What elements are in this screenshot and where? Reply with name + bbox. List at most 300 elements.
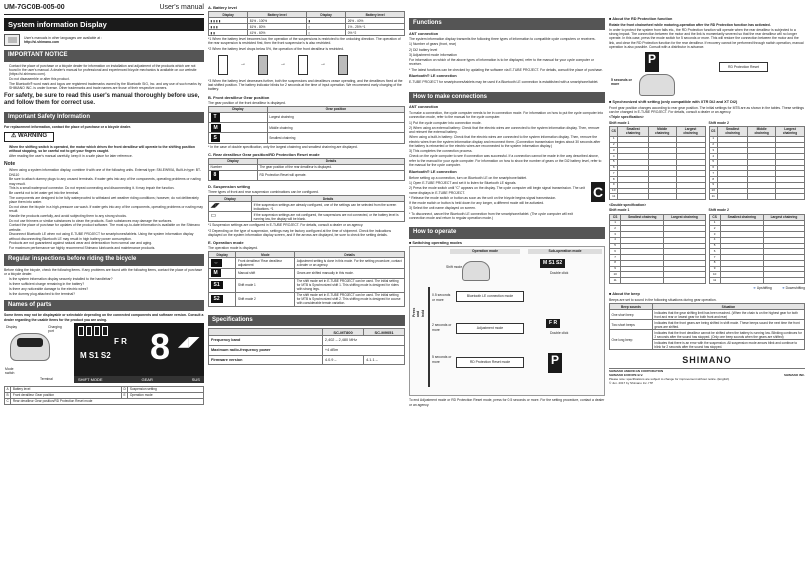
functions-ant-latest: * The latest functions can be checked by updating the software via E-TUBE PROJECT. For details, consult the place of purchase. — [409, 67, 603, 72]
functions-ant-more: For information on which of the above types of information is to be displayed, refer to the manual for your cycle computer or receiver. — [409, 58, 594, 67]
table-row — [209, 355, 405, 365]
front-gear-note: * In the case of double specification, only the largest chainring and smallest chainring are displayed. — [208, 144, 358, 149]
sync-shift-title: ■ Synchronized shift setting (only compatible with XTR Di2 and XT Di2) — [609, 100, 738, 105]
front-gear-desc: The gear position of the front derailleur is displayed. — [208, 100, 286, 105]
cs-cell: 3 — [709, 232, 720, 238]
table-row — [209, 258, 405, 268]
rd-mode-box: RD Protection Reset mode — [456, 357, 524, 367]
table-cell: Gears are shifted manually in this mode. — [295, 268, 405, 278]
table-row — [209, 278, 405, 292]
table-cell: Front derailleur/ Rear derailleur adjustment — [236, 258, 295, 268]
table-cell: Indicates that the front gears are being shifted in shift mode. These beeps sound the next time the front gears are shifted. — [652, 320, 804, 330]
grid-cell — [748, 194, 776, 200]
names-note: Some items may not be displayable or selectable depending on the connected components and software version. Consult a dealer regarding the usable items for the product you are using. — [4, 313, 204, 322]
rd-digit-icon: 8 — [211, 171, 220, 179]
adjust-icon: ⇔ — [211, 259, 222, 267]
grid-cell — [676, 194, 705, 200]
table-cell: Adjustment setting is done in this mode. For the setting procedure, contact a dealer or an agency. — [295, 258, 405, 268]
warning-box — [4, 132, 54, 142]
cs-cell: 7 — [610, 171, 618, 177]
cs-cell: 3 — [709, 148, 717, 154]
table-row — [209, 268, 405, 278]
list-item: • When the shifting switch is operated, the motor which drives the front derailleur will operate to the shifting position without stopping, so be careful not to get your fingers caught. — [9, 145, 204, 154]
table-row — [209, 292, 405, 306]
p-glyph: P — [548, 353, 562, 373]
cs-cell: 2 — [610, 226, 621, 232]
connections-ble-title: Bluetooth® LE connection — [409, 170, 457, 175]
double-label: <Double specification> — [609, 203, 647, 208]
sync-table-triple-1 — [609, 126, 706, 200]
list-item: • Do not clean the bicycle in a high-pressure car wash. If water gets into any of the components, operating problems or rusting may result. — [9, 205, 204, 214]
table-cell: Maximum radio-frequency power — [209, 345, 323, 355]
cs-cell: 7 — [709, 255, 720, 261]
sync-table-double-1 — [609, 214, 706, 284]
table-row — [610, 194, 706, 200]
table-row — [610, 310, 805, 320]
page-title: System information Display — [4, 18, 204, 31]
table-header: CS — [610, 126, 618, 136]
table-cell: Shift mode 2 — [236, 292, 295, 306]
table-row — [209, 202, 405, 212]
shift-mode-2-label: Shift mode 2 — [708, 120, 729, 125]
rear-gear-table — [208, 158, 405, 181]
column-2 — [208, 0, 405, 569]
suspension-table — [208, 195, 405, 222]
cs-cell: 2 — [709, 226, 720, 232]
suspension-note-text: Depending on the type of suspension, settings may be factory configured at the time of shipment. Check the indications displayed on the system information display screen, and if the arrows are displayed, be sure to check the setting details. — [208, 228, 392, 237]
list-item: • Do not use thinners or similar substances to clean the products. Such substances may damage the surfaces. — [9, 219, 204, 223]
cs-cell: 10 — [709, 188, 717, 194]
battery-bars — [78, 326, 108, 336]
connections-title: How to make connections — [409, 92, 605, 104]
list-item: • Handle the products carefully, and avoid subjecting them to any strong shocks. — [9, 214, 204, 218]
cs-cell: 6 — [709, 249, 720, 255]
operation-mode-table — [208, 251, 405, 307]
connections-ant-step: When using a built-in battery: Check that the electric wires are connected to the system information display. Then, remove the electric wires from the system information display and reconnect them. (Connection transmission begins about 30 seconds after the battery is reinserted or the electric wires are reconnected to the system information display.) — [409, 135, 601, 148]
cs-cell: 2 — [709, 142, 717, 148]
time-5s: 5 seconds or more — [432, 355, 452, 364]
inspections-intro: Before riding the bicycle, check the following items. If any problems are found with the following items, contact the place of purchase or a bicycle dealer. — [4, 267, 203, 276]
legend-text: Front derailleur Gear position — [11, 392, 122, 398]
mode-switch-label: Mode switch — [5, 366, 15, 375]
s2-icon: S2 — [211, 295, 223, 303]
table-cell: 26% - 40% — [346, 18, 405, 24]
connections-ant-step: 3) This completes the connection process. — [409, 149, 473, 154]
list-item: • Be sure to attach dummy plugs to any unused terminals. If water gets into any of the components, operating problems or rusting may result. — [9, 177, 204, 186]
s-icon: S — [211, 134, 220, 142]
operate-sub: ■ Switching operating modes — [409, 240, 462, 245]
doc-type: User's manual — [159, 4, 204, 11]
names-of-parts-title: Names of parts — [4, 300, 204, 312]
note-list — [9, 168, 204, 250]
table-row — [709, 194, 805, 200]
list-item: • Products are not guaranteed against natural wear and deterioration from normal use and aging. — [9, 241, 204, 245]
table-header: Largest chainring — [763, 214, 804, 220]
functions-ble-title: Bluetooth® LE connection — [409, 73, 457, 78]
sync-shift-desc: Front gear position changes according to rear gear position. The initial settings for MTB are as shown in the tables. These settings can be changed in E-TUBE PROJECT. For details, consult a dealer or an agency. — [609, 105, 804, 115]
table-header: Display — [209, 106, 268, 112]
cs-cell: 4 — [610, 154, 618, 160]
connections-ant-step: 1) Put the cycle computer into connection mode. — [409, 120, 482, 125]
list-item: • The components are designed to be fully waterproofed to withstand wet weather riding conditions; however, do not deliberately place them into water. — [9, 196, 204, 205]
manual-icon: M — [211, 269, 221, 277]
rd-protection-title: ■ About the RD Protection function — [609, 17, 673, 21]
rd-protection-desc: In order to protect the system from falls etc., the RD Protection function will operate when the rear derailleur is subjected to a strong impact. The connection between the motor and the link is momentarily severed so that the rear derailleur will no longer operate. In this case, press the mode switch for 5 seconds or more. This will restore the connection between the motor and the link, and clear the RD Protection function for the rear derailleur. If recovery cannot be performed through switch operation, manual operation is also possible. Consult with a distributor in advance. — [609, 27, 804, 49]
legend-text: Suspension setting — [128, 386, 204, 392]
grid-cell — [717, 194, 747, 200]
suspension-note-1: *1 Suspension settings are configured in E-TUBE PROJECT. For details, consult a dealer or an agency. — [208, 223, 364, 228]
list-item: • Do not disassemble or alter this product. — [9, 77, 204, 81]
cs-cell: 9 — [610, 182, 618, 188]
grid-cell — [720, 278, 763, 284]
cs-cell: 4 — [709, 237, 720, 243]
cs-cell: 11 — [610, 278, 621, 284]
footer-addresses — [609, 368, 805, 385]
specifications-table — [208, 328, 405, 365]
safety-info-title: Important Safety Information — [4, 112, 204, 124]
beep-table — [609, 303, 805, 350]
connections-ant-title: ANT connection — [409, 105, 439, 110]
shift-legend — [609, 286, 805, 290]
replacement-note: For replacement information, contact the place of purchase or a bicycle dealer. — [4, 125, 131, 129]
op-mode-header: Operation mode — [450, 249, 520, 253]
table-header: CS — [610, 214, 621, 220]
table-header — [209, 329, 323, 336]
time-2s: 2 seconds or more — [432, 323, 452, 332]
display-shift-mode: SHIFT MODE — [78, 376, 103, 382]
battery-icon: ▮ — [306, 18, 345, 24]
suspension-arrows-icon: ◢◤ — [178, 332, 200, 349]
table-header: Display — [306, 12, 345, 18]
functions-ble-desc: E-TUBE PROJECT for smartphones/tablets may be used if a Bluetooth LE connection is established with a smartphone/tablet. — [409, 79, 599, 84]
double-click-label: Double click — [550, 271, 569, 276]
display-modes: M S1 S2 — [80, 350, 111, 360]
battery-note-text: When the battery level drops below 5%, the operation of the front derailleur is restricted. — [212, 46, 344, 51]
rd-protection-title-text: About the RD Protection function — [612, 17, 673, 21]
front-gear-note-text: In the case of double specification, only the largest chainring and smallest chainring are displayed. — [210, 144, 358, 149]
table-cell: One short beep — [610, 310, 653, 320]
cs-cell: 5 — [610, 243, 621, 249]
monitor-icon — [4, 34, 20, 46]
suspension-title: D. Suspension setting — [208, 184, 251, 189]
table-header: Largest chainring — [776, 126, 805, 136]
display-panel — [74, 323, 204, 383]
column-1 — [4, 0, 204, 569]
legend-key: E — [122, 392, 128, 398]
legend-key: D — [123, 387, 126, 392]
list-item: • Contact the place of purchase or a bicycle dealer for information on installation and adjustment of the products which are not found in the user's manual. A dealer's manual for professional and experienced bicycle mechanics is available on our website (https://si.shimano.com). — [9, 64, 204, 77]
rear-gear-title: C. Rear derailleur Gear position/RD Protection Reset mode — [208, 151, 320, 157]
inspections-title: Regular inspections before riding the bicycle — [4, 254, 204, 266]
operate-title: How to operate — [409, 227, 605, 239]
connections-ant-intro: To make a connection, the cycle computer needs to be in connection mode. For information on how to put the cycle computer into connection mode, refer to the manual for the cycle computer. — [409, 111, 604, 120]
m-icon: M — [211, 124, 221, 132]
suspension-desc: Three types of front and rear suspension combinations can be configured. — [208, 190, 319, 194]
battery-table — [208, 11, 405, 36]
table-cell: 2,402 – 2,480 MHz — [322, 336, 404, 346]
table-cell: Largest chainring — [267, 112, 404, 122]
ble-mode-box: Bluetooth LE connection mode — [456, 291, 524, 301]
cs-cell: 6 — [610, 165, 618, 171]
doc-header — [4, 0, 204, 13]
table-row — [209, 336, 405, 346]
operate-footer: To end Adjustment mode or RD Protection Reset mode, press for 0.5 seconds or more. For the setting procedure, contact a dealer or an agency. — [409, 398, 605, 407]
battery-note-2: *2 When the battery level drops below 5%, the operation of the front derailleur is restricted. — [208, 46, 344, 51]
functions-ant-item: 3) Adjustment mode information — [409, 52, 457, 57]
table-header: CS — [709, 126, 717, 136]
cs-cell: 7 — [709, 171, 717, 177]
cs-cell: 5 — [610, 159, 618, 165]
table-cell: The shift mode set in E-TUBE PROJECT can be used. The initial setting for MTB is Synchronized shift 2. This shifting mode is designed for course with considerable terrain variation. — [295, 292, 405, 306]
list-item: • Is there sufficient charge remaining in the battery? — [9, 282, 204, 286]
time-05s: 0.5 seconds or more — [432, 293, 451, 302]
press-hold-label: Press and hold — [412, 308, 425, 318]
connections-ant-step: 2) When using an external battery: Check that the electric wires are connected to the system information display. Then, remove and reinsert the external battery. — [409, 125, 600, 135]
adjustment-mode-box: Adjustment mode — [456, 323, 524, 333]
display-digit: 8 — [150, 325, 171, 367]
table-cell: 1% - 25% *1 — [346, 24, 405, 30]
column-3 — [409, 0, 605, 569]
functions-ant-item: 2) Di2 battery level — [409, 47, 438, 52]
cs-cell: 3 — [610, 148, 618, 154]
cs-cell: 8 — [610, 177, 618, 183]
list-item: • Be careful not to let water get into the terminal. — [9, 191, 204, 195]
parts-legend-table — [4, 386, 204, 405]
table-row — [610, 320, 805, 330]
suspension-arrows-icon: ◢◤ — [210, 203, 220, 209]
list-item: • The Bluetooth® word mark and logos are registered trademarks owned by the Bluetooth SIG, Inc. and any use of such marks by SHIMANO INC. is under license. Other trademarks and trade names are those of their respective owners. — [9, 82, 204, 91]
functions-ant-desc: The system information display transmits the following three types of information to compatible cycle computers or receivers. — [409, 37, 596, 42]
table-row — [209, 30, 405, 36]
legend-text: Battery level — [11, 386, 122, 392]
table-header: Situation — [652, 304, 804, 310]
operation-mode-desc: The operation mode is displayed. — [208, 246, 258, 250]
grid-cell — [618, 194, 648, 200]
device-icon — [462, 261, 490, 281]
legend-text: Rear derailleur Gear position/RD Protection Reset mode — [11, 398, 204, 404]
grid-cell — [648, 194, 676, 200]
warning-label: WARNING — [18, 133, 48, 140]
battery-note-text: When the battery level becomes low, the operation of the suspensions is restricted to the unlocking direction. The operation of the rear suspension is restricted first, then the front suspension's is also restricted. — [208, 37, 401, 46]
grid-cell — [664, 278, 705, 284]
functions-title: Functions — [409, 18, 605, 30]
list-item: • When using a system information display, combine it with one of the following units. External type: SM-EW90A, Built-in type: BT-DN110 — [9, 168, 204, 177]
safety-heading: For safety, be sure to read this user's manual thoroughly before use, and follow them for correct use. — [4, 93, 200, 107]
battery-blink-diagram: → → → — [208, 52, 405, 78]
cs-cell: 10 — [709, 272, 720, 278]
t-icon: T — [211, 113, 220, 121]
table-header: Display — [209, 158, 258, 164]
cs-cell: 9 — [610, 266, 621, 272]
list-item: • Is the system information display securely installed to the handlebar? — [9, 277, 204, 281]
cs-cell: 6 — [610, 249, 621, 255]
shimano-logo: SHIMANO — [682, 355, 732, 366]
device-icon — [639, 74, 675, 96]
table-cell: Two short beeps — [610, 320, 653, 330]
front-gear-table — [208, 106, 405, 144]
table-row — [610, 278, 706, 284]
shift-mode-label: Shift mode — [446, 265, 463, 270]
fr-display: F R — [546, 319, 560, 327]
table-cell: Smallest chainring — [267, 133, 404, 143]
table-cell: Manual shift — [236, 268, 295, 278]
languages-row — [4, 34, 204, 46]
list-item: • Contact the place of purchase for updates of the product software. The most up-to-date information is available on the Shimano website. — [9, 223, 204, 232]
table-header: Details — [252, 196, 405, 202]
battery-icon: ▮▮ — [209, 30, 248, 36]
table-header: Display — [209, 252, 236, 258]
warning-list — [9, 145, 204, 158]
functions-ant-title: ANT connection — [409, 31, 439, 36]
cs-cell: 10 — [610, 188, 618, 194]
device-illustration — [10, 333, 50, 361]
beep-desc: Beeps are set to sound in the following situations during gear operation. — [609, 297, 717, 302]
footer-note: Please note: specifications are subject to change for improvement without notice. (English) — [609, 376, 730, 381]
table-cell: One long beep — [610, 330, 653, 350]
note-label: Note — [4, 161, 16, 167]
list-item: • Is there any noticeable damage to the electric wires? — [9, 287, 204, 291]
cs-cell: 6 — [709, 165, 717, 171]
warning-triangle-icon: ⚠ — [11, 133, 19, 140]
connections-ble-intro: Before setting up a connection, turn on Bluetooth LE on the smartphone/tablet. — [409, 175, 527, 180]
connections-ble-step: 2) Press the mode switch until "C" appears on the display. The cycle computer will begin signal transmission. The unit name displays in E-TUBE PROJECT. — [409, 186, 585, 195]
table-cell: 81% - 100% — [248, 18, 307, 24]
cs-cell: 1 — [709, 220, 720, 226]
shift-mode-1-label: Shift mode 1 — [609, 208, 630, 213]
languages-url[interactable]: http://si.shimano.com — [24, 40, 60, 45]
downshift-label: Downshifting — [785, 285, 805, 290]
important-notice-list — [9, 64, 204, 91]
table-cell: Middle chainring — [267, 123, 404, 133]
display-fr: F R — [114, 336, 127, 346]
grid-cell — [776, 194, 805, 200]
list-item: • Is the dummy plug attached to the terminal? — [9, 292, 204, 296]
table-header: Beep sounds — [610, 304, 653, 310]
column-4 — [609, 0, 805, 569]
shift-mode-2-label: Shift mode 2 — [708, 208, 729, 213]
table-header: Smallest chainring — [720, 214, 763, 220]
beep-title: ■ About the beep — [609, 292, 640, 297]
table-header: Details — [295, 252, 405, 258]
cs-cell: 11 — [709, 194, 717, 200]
table-header: Mode — [236, 252, 295, 258]
table-cell: +4 dBm — [322, 345, 404, 355]
c-glyph: C — [592, 184, 604, 201]
important-notice-title: IMPORTANT NOTICE — [4, 50, 204, 62]
sync-shift-title-text: Synchronized shift setting (only compatible with XTR Di2 and XT Di2) — [612, 100, 738, 105]
table-row — [209, 212, 405, 222]
battery-note-1: *1 When the battery level becomes low, the operation of the suspensions is restricted to the unlocking direction. The operation of the rear suspension is restricted first, then the front suspension's is also restricted. — [208, 37, 401, 46]
cs-cell: 8 — [709, 177, 717, 183]
cs-cell: 8 — [709, 260, 720, 266]
battery-icon: ▯ — [306, 24, 345, 30]
languages-note: User's manuals in other languages are available at : — [24, 35, 102, 40]
doc-id: UM-7GC0B-005-00 — [4, 4, 65, 11]
connections-ble-step: 3) Select the unit name displayed on screen. — [409, 206, 476, 211]
list-item: • After reading the user's manual carefully, keep it in a safe place for later reference. — [9, 154, 204, 158]
legend-text: Operation mode — [128, 392, 204, 398]
table-row: Number The gear position of the rear derailleur is displayed. — [209, 164, 405, 170]
table-header: SC-MT800 — [322, 329, 363, 336]
down-arrow-icon: ➜ — [781, 285, 786, 290]
cs-cell: 11 — [709, 278, 720, 284]
charging-port-label: Charging port — [48, 324, 62, 333]
display-label: Display — [6, 324, 18, 329]
table-cell: Indicates that the gear shifting limit has been reached. (When the chain is on the highest gear for both front and rear or lowest gear for both front and rear) — [652, 310, 804, 320]
cs-cell: 3 — [610, 232, 621, 238]
table-cell: The shift mode set in E-TUBE PROJECT can be used. The initial setting for MTB is Synchronized shift 1. This shifting mode is designed for riders with strong legs. — [295, 278, 405, 292]
operating-modes-diagram — [409, 246, 605, 396]
display-gear: GEAR — [141, 376, 153, 382]
downshift-legend — [782, 286, 805, 290]
table-cell: 41% - 60% — [248, 30, 307, 36]
company-us: SHIMANO AMERICAN CORPORATION — [609, 369, 664, 374]
cs-cell: 4 — [709, 154, 717, 160]
connections-ble-step: 1) Open E-TUBE PROJECT and set it to listen for Bluetooth LE signals. — [409, 181, 517, 186]
rd-reset-label: RD Protection Reset — [719, 62, 768, 72]
specifications-title: Specifications — [208, 315, 405, 327]
operation-mode-title: E. Operation mode — [208, 240, 244, 245]
suspension-blank-icon: ▭ — [210, 213, 217, 219]
battery-note-text: When the battery level decreases further, both the suspensions and derailleurs cease operating, and the derailleurs fixed at the last shifted position. The battery indicator blinks for 2 seconds at the time of input operation. We recommend early charging of the battery. — [208, 78, 403, 92]
inspections-list — [9, 277, 204, 296]
cs-cell: 2 — [610, 142, 618, 148]
front-gear-title: B. Front derailleur Gear position — [208, 94, 270, 100]
grid-cell — [621, 278, 664, 284]
cs-cell: 1 — [709, 136, 717, 142]
triple-tables — [609, 121, 805, 202]
five-sec-label: 5 seconds or more — [611, 78, 632, 87]
table-header: Smallest chainring — [717, 126, 747, 136]
cs-cell: 1 — [610, 136, 618, 142]
terminal-label: Terminal — [40, 376, 53, 381]
table-row — [209, 133, 405, 143]
suspension-note-2: *2 Depending on the type of suspension, settings may be factory configured at the time of shipment. Check the indications displayed on the system information display screen, and if the arrows are displayed, be sure to check the setting details. — [208, 228, 392, 237]
table-cell: 4.1.1 – — [364, 355, 405, 365]
table-row — [709, 278, 805, 284]
table-row — [209, 345, 405, 355]
cs-cell: 5 — [709, 159, 717, 165]
sync-table-triple-2 — [709, 126, 806, 200]
cs-cell: 5 — [709, 243, 720, 249]
double-tables — [609, 208, 805, 285]
table-row — [610, 330, 805, 340]
shift-mode-1-label: Shift mode 1 — [609, 120, 630, 125]
battery-icon: ▯ — [306, 30, 345, 36]
table-header: Middle chainring — [748, 126, 776, 136]
up-arrow-icon: ➜ — [752, 285, 757, 290]
sync-table-double-2 — [709, 214, 806, 284]
table-cell: The gear position of the rear derailleur is displayed. — [258, 164, 405, 170]
parts-diagram — [4, 323, 204, 385]
table-cell: 4.0.9 – — [322, 355, 363, 365]
triple-label: <Triple specification> — [609, 115, 644, 120]
cs-cell: 8 — [610, 260, 621, 266]
cs-cell: 9 — [709, 182, 717, 188]
cs-cell: 1 — [610, 220, 621, 226]
beep-title-text: About the beep — [612, 292, 640, 297]
table-cell: Indicates that the front derailleur cannot be shifted when the battery is running low. Blinking continues for 2 seconds after the sound has stopped. (Only one beep sounds when the gears are shifted) — [652, 330, 804, 340]
shift-modes-display: M S1 S2 — [540, 259, 565, 267]
connections-ble-step: If the mode switch or button is held down for any longer, a different mode will be activated. — [409, 201, 545, 206]
p-display: P — [645, 52, 659, 72]
table-header: Display — [209, 196, 252, 202]
table-header: Display — [209, 12, 248, 18]
table-cell: Firmware version — [209, 355, 323, 365]
legend-key: B — [5, 392, 11, 398]
table-cell: If the suspension settings are not configured, the suspensions are not connected, or the battery level is running low, the display will be blank. — [252, 212, 405, 222]
list-item: • This is a small waterproof connector. Do not repeat connecting and disconnecting it. It may impair the function. — [9, 186, 204, 190]
